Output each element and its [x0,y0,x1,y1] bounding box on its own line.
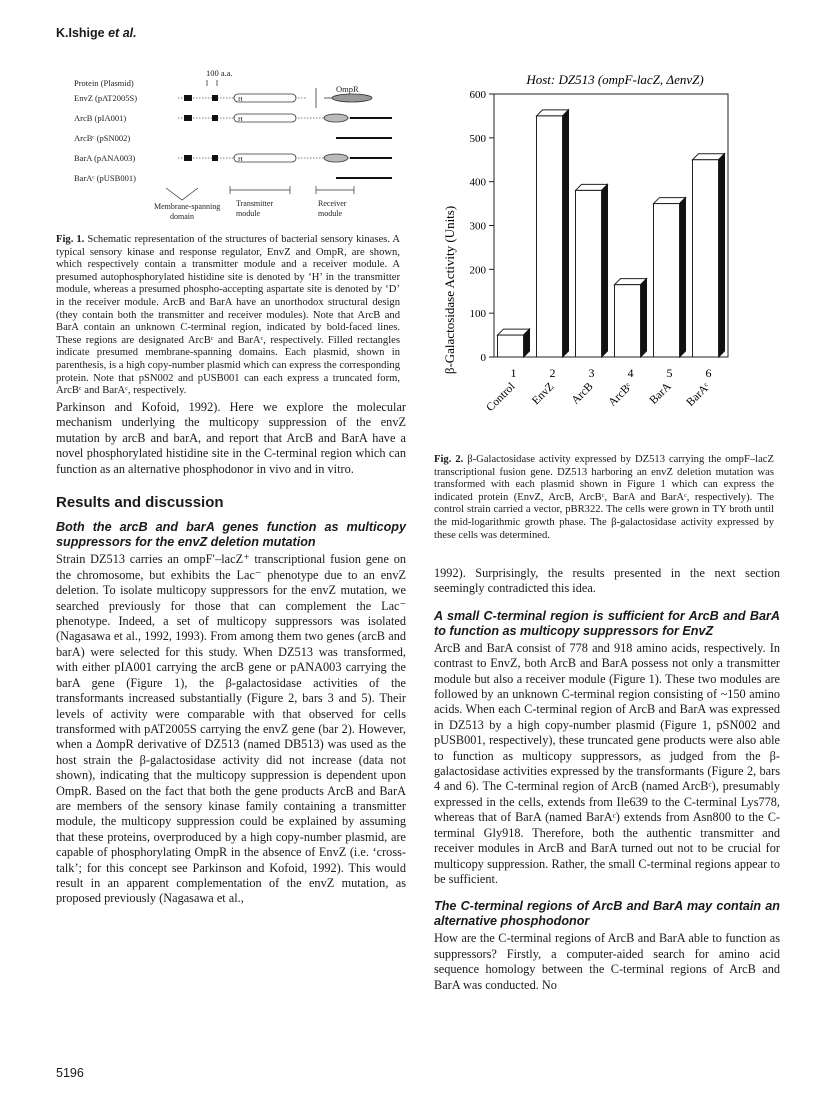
subheading-c-terminal-sufficient: A small C-terminal region is sufficient for ArcB and BarA to function as multicopy suppressors for EnvZ [434,608,780,638]
right-column [434,566,780,993]
svg-text:H: H [238,156,243,163]
bar-number: 5 [666,366,673,380]
fig1-domain-label-1: Transmitter module [236,199,274,218]
paragraph-3: How are the C-terminal regions of ArcB and BarA able to function as suppressors? Firstly, a computer-aided search for amino acid sequence homology between the C-terminal regions of ArcB and BarA was conducted. No [434,931,780,992]
fig1-domain-labels [154,186,354,221]
receiver-module [324,154,348,162]
fig1-ompr-label: OmpR [336,84,359,94]
bar-face [615,285,641,357]
fig1-row-label: ArcBᶜ (pSN002) [74,133,131,143]
x-category-label: ArcB [569,380,596,407]
membrane-spanning-block [212,95,218,101]
running-header [56,26,137,40]
fig1-domain-label-2: Receiver module [318,199,347,218]
fig2-caption-label: Fig. 2. [434,454,464,465]
svg-text:H: H [238,116,243,123]
chart-bars [498,110,725,357]
bar-number: 6 [705,366,712,380]
x-category-label: EnvZ [530,380,557,408]
y-tick-label: 400 [469,176,486,189]
paragraph-2: ArcB and BarA consist of 778 and 918 amino acids, respectively. In contrast to EnvZ, both ArcB and BarA possess not only a transmitter module but also a receiver module (Figure 1). These two modules are followed by an unknown C-terminal region consisting of ~150 amino acids. When each C-terminal region of ArcB and BarA was expressed in DZ513 by a high copy-number plasmid (Figure 1, pSN002 and pUSB001, respectively), these truncated gene products were also able to function as multicopy suppressors, as judged from the β-galactosidase activities expressed by the transformants (Figure 2, bars 4 and 6). The C-terminal region of ArcB (named ArcBᶜ), presumably expressed in the cells, extends from Ile639 to the C-terminal Lys778, whereas that of BarA (named BarAᶜ) extends from Asn800 to the C-terminal Gly918. Therefore, both the authentic transmitter and receiver modules in ArcB and BarA turned out not to be crucial for multicopy suppression. Rather, the small C-terminal regions appear to be sufficient. [434,640,780,886]
bar-Control [498,329,530,357]
membrane-spanning-block [184,95,192,101]
membrane-spanning-block [212,155,218,161]
svg-text:H: H [238,96,243,103]
x-category-label: ArcBᶜ [606,380,635,409]
bar-number: 4 [627,366,634,380]
fig1-row-1 [178,114,392,123]
chart-y-ticks [470,89,495,364]
figure-1-caption [56,234,400,398]
chart-x-labels [484,366,712,414]
fig1-rows [74,93,392,183]
figure-1-schematic [74,64,414,232]
bar-EnvZ [537,110,569,357]
fig1-row-label: ArcB (pIA001) [74,113,127,123]
page-number: 5196 [56,1066,84,1080]
y-tick-label: 100 [469,308,486,321]
y-tick-label: 500 [469,132,486,145]
bar-face [693,160,719,357]
ompr-receiver [332,94,372,102]
y-tick-label: 200 [469,264,486,277]
figure-2-chart [430,60,770,450]
membrane-spanning-block [184,115,192,121]
bar-BarA [654,198,686,357]
x-category-label: BarA [647,380,674,407]
fig1-caption-text: Schematic representation of the structures of bacterial sensory kinases. A typical sensory kinase and response regulator, EnvZ and OmpR, are shown, which respectively contain a transmitter module and a receiver module. A presumed autophosphorylated histidine site is denoted by ‘H’ in the transmitter module, whereas a presumed phospho-accepting aspartate site is denoted by ‘D’ in the receiver module. ArcB and BarA have an unorthodox structural design (they contain both the transmitter and receiver modules). Note that ArcB and BarA contain an unknown C-terminal region, indicated by bold-faced lines. These regions are designated ArcBᶜ and BarAᶜ, respectively. Filled rectangles indicate presumed membrane-spanning domains. Each plasmid, shown in parenthesis, is a high copy-number plasmid which can express the corresponding protein. Note that pSN002 and pUSB001 can each express a truncated form, ArcBᶜ and BarAᶜ, respectively. [56,234,400,397]
x-category-label: BarAᶜ [684,380,713,409]
bar-BarAᶜ [693,154,725,357]
bar-number: 3 [588,366,595,380]
bar-face [537,116,563,357]
header-author: K.Ishige [56,26,105,40]
chart-y-axis-label: β-Galactosidase Activity (Units) [442,205,457,375]
fig1-domain-label-0: Membrane-spanning domain [154,202,221,221]
x-category-label: Control [484,380,518,414]
subheading-multicopy-suppressors: Both the arcB and barA genes function as multicopy suppressors for the envZ deletion mutation [56,520,406,550]
bar-number: 1 [510,366,517,380]
paragraph-0: 1992). Surprisingly, the results presented in the next section seemingly contradicted this idea. [434,566,780,596]
intro-paragraph: Parkinson and Kofoid, 1992). Here we explore the molecular mechanism underlying the multicopy suppression of the envZ mutation by arcB and barA, and report that ArcB and BarA have a novel phosphorylated histidine site in the C-terminal region which can function as an alternative phosphodonor in vivo and in vitro. [56,400,406,476]
y-tick-label: 300 [469,220,486,233]
chart-title: Host: DZ513 (ompF-lacZ, ΔenvZ) [526,72,704,87]
y-tick-label: 0 [480,352,486,364]
fig1-row-0 [178,94,372,103]
membrane-spanning-block [212,115,218,121]
fig1-scale-label: 100 a.a. [206,68,233,78]
subheading-alternative-phosphodonor: The C-terminal regions of ArcB and BarA may contain an alternative phosphodonor [434,899,780,929]
fig1-header-label: Protein (Plasmid) [74,78,134,88]
bar-face [654,204,680,357]
transmitter-module [234,154,296,162]
fig1-row-3 [178,154,392,163]
y-tick-label: 600 [469,89,486,101]
section-heading-results: Results and discussion [56,494,224,512]
figure-2-caption [434,454,774,542]
membrane-spanning-block [184,155,192,161]
bar-ArcBᶜ [615,279,647,357]
bar-face [498,335,524,357]
fig2-caption-text: β-Galactosidase activity expressed by DZ513 carrying the ompF–lacZ transcriptional fusion gene. DZ513 harboring an envZ deletion mutation was transformed with each plasmid shown in Figure 1 which can express the indicated protein (EnvZ, ArcB, ArcBᶜ, BarA and BarAᶜ, respectively). The control strain carried a vector, pBR322. The cells were grown in TY broth until the mid-logarithmic growth phase. The β-galactosidase activity expressed by these cells was determined. [434,454,774,541]
paragraph-1: Strain DZ513 carries an ompF′–lacZ⁺ transcriptional fusion gene on the chromosome, but exhibits the Lac⁻ phenotype due to an envZ deletion. To isolate multicopy suppressors for the envZ mutation, we searched previously for those that can complement the Lac⁻ phenotype. Indeed, a set of multicopy suppressors was isolated (Nagasawa et al., 1992, 1993). From among them two genes (arcB and barA) were selected for this study. When DZ513 was transformed, with either pIA001 carrying the arcB gene or pANA003 carrying the barA gene (Figure 1), the β-galactosidase activities of the transformants increased substantially (Figure 2, bars 3 and 5). Their levels of activity were comparable with that observed for cells transformed with pAT2005S carrying the envZ gene (bar 2). However, when a ΔompR derivative of DZ513 (named DB513) was used as the host strain the β-galactosidase activity did not increase (data not shown), indicating that the multicopy suppression is dependent upon OmpR. Based on the fact that both the gene products ArcB and BarA are members of the sensory kinase family containing a transmitter module, the multicopy suppression could be explained by assuming that these proteins, overproduced by a high copy-number plasmid, are capable of phosphorylating OmpR in the absence of EnvZ (i.e. ‘cross-talk’; for this concept see Parkinson and Kofoid, 1992). This would result in an apparent complementation of the envZ mutation, as proposed previously (Nagasawa et al., [56,552,406,906]
fig1-row-label: BarA (pANA003) [74,153,136,163]
bar-ArcB [576,184,608,357]
fig1-row-label: EnvZ (pAT2005S) [74,93,138,103]
bar-face [576,190,602,357]
left-column [56,400,406,907]
fig1-caption-label: Fig. 1. [56,234,85,245]
bar-number: 2 [549,366,556,380]
transmitter-module [234,114,296,122]
header-etal: et al. [108,26,137,40]
receiver-module [324,114,348,122]
fig1-row-label: BarAᶜ (pUSB001) [74,173,136,183]
transmitter-module [234,94,296,102]
